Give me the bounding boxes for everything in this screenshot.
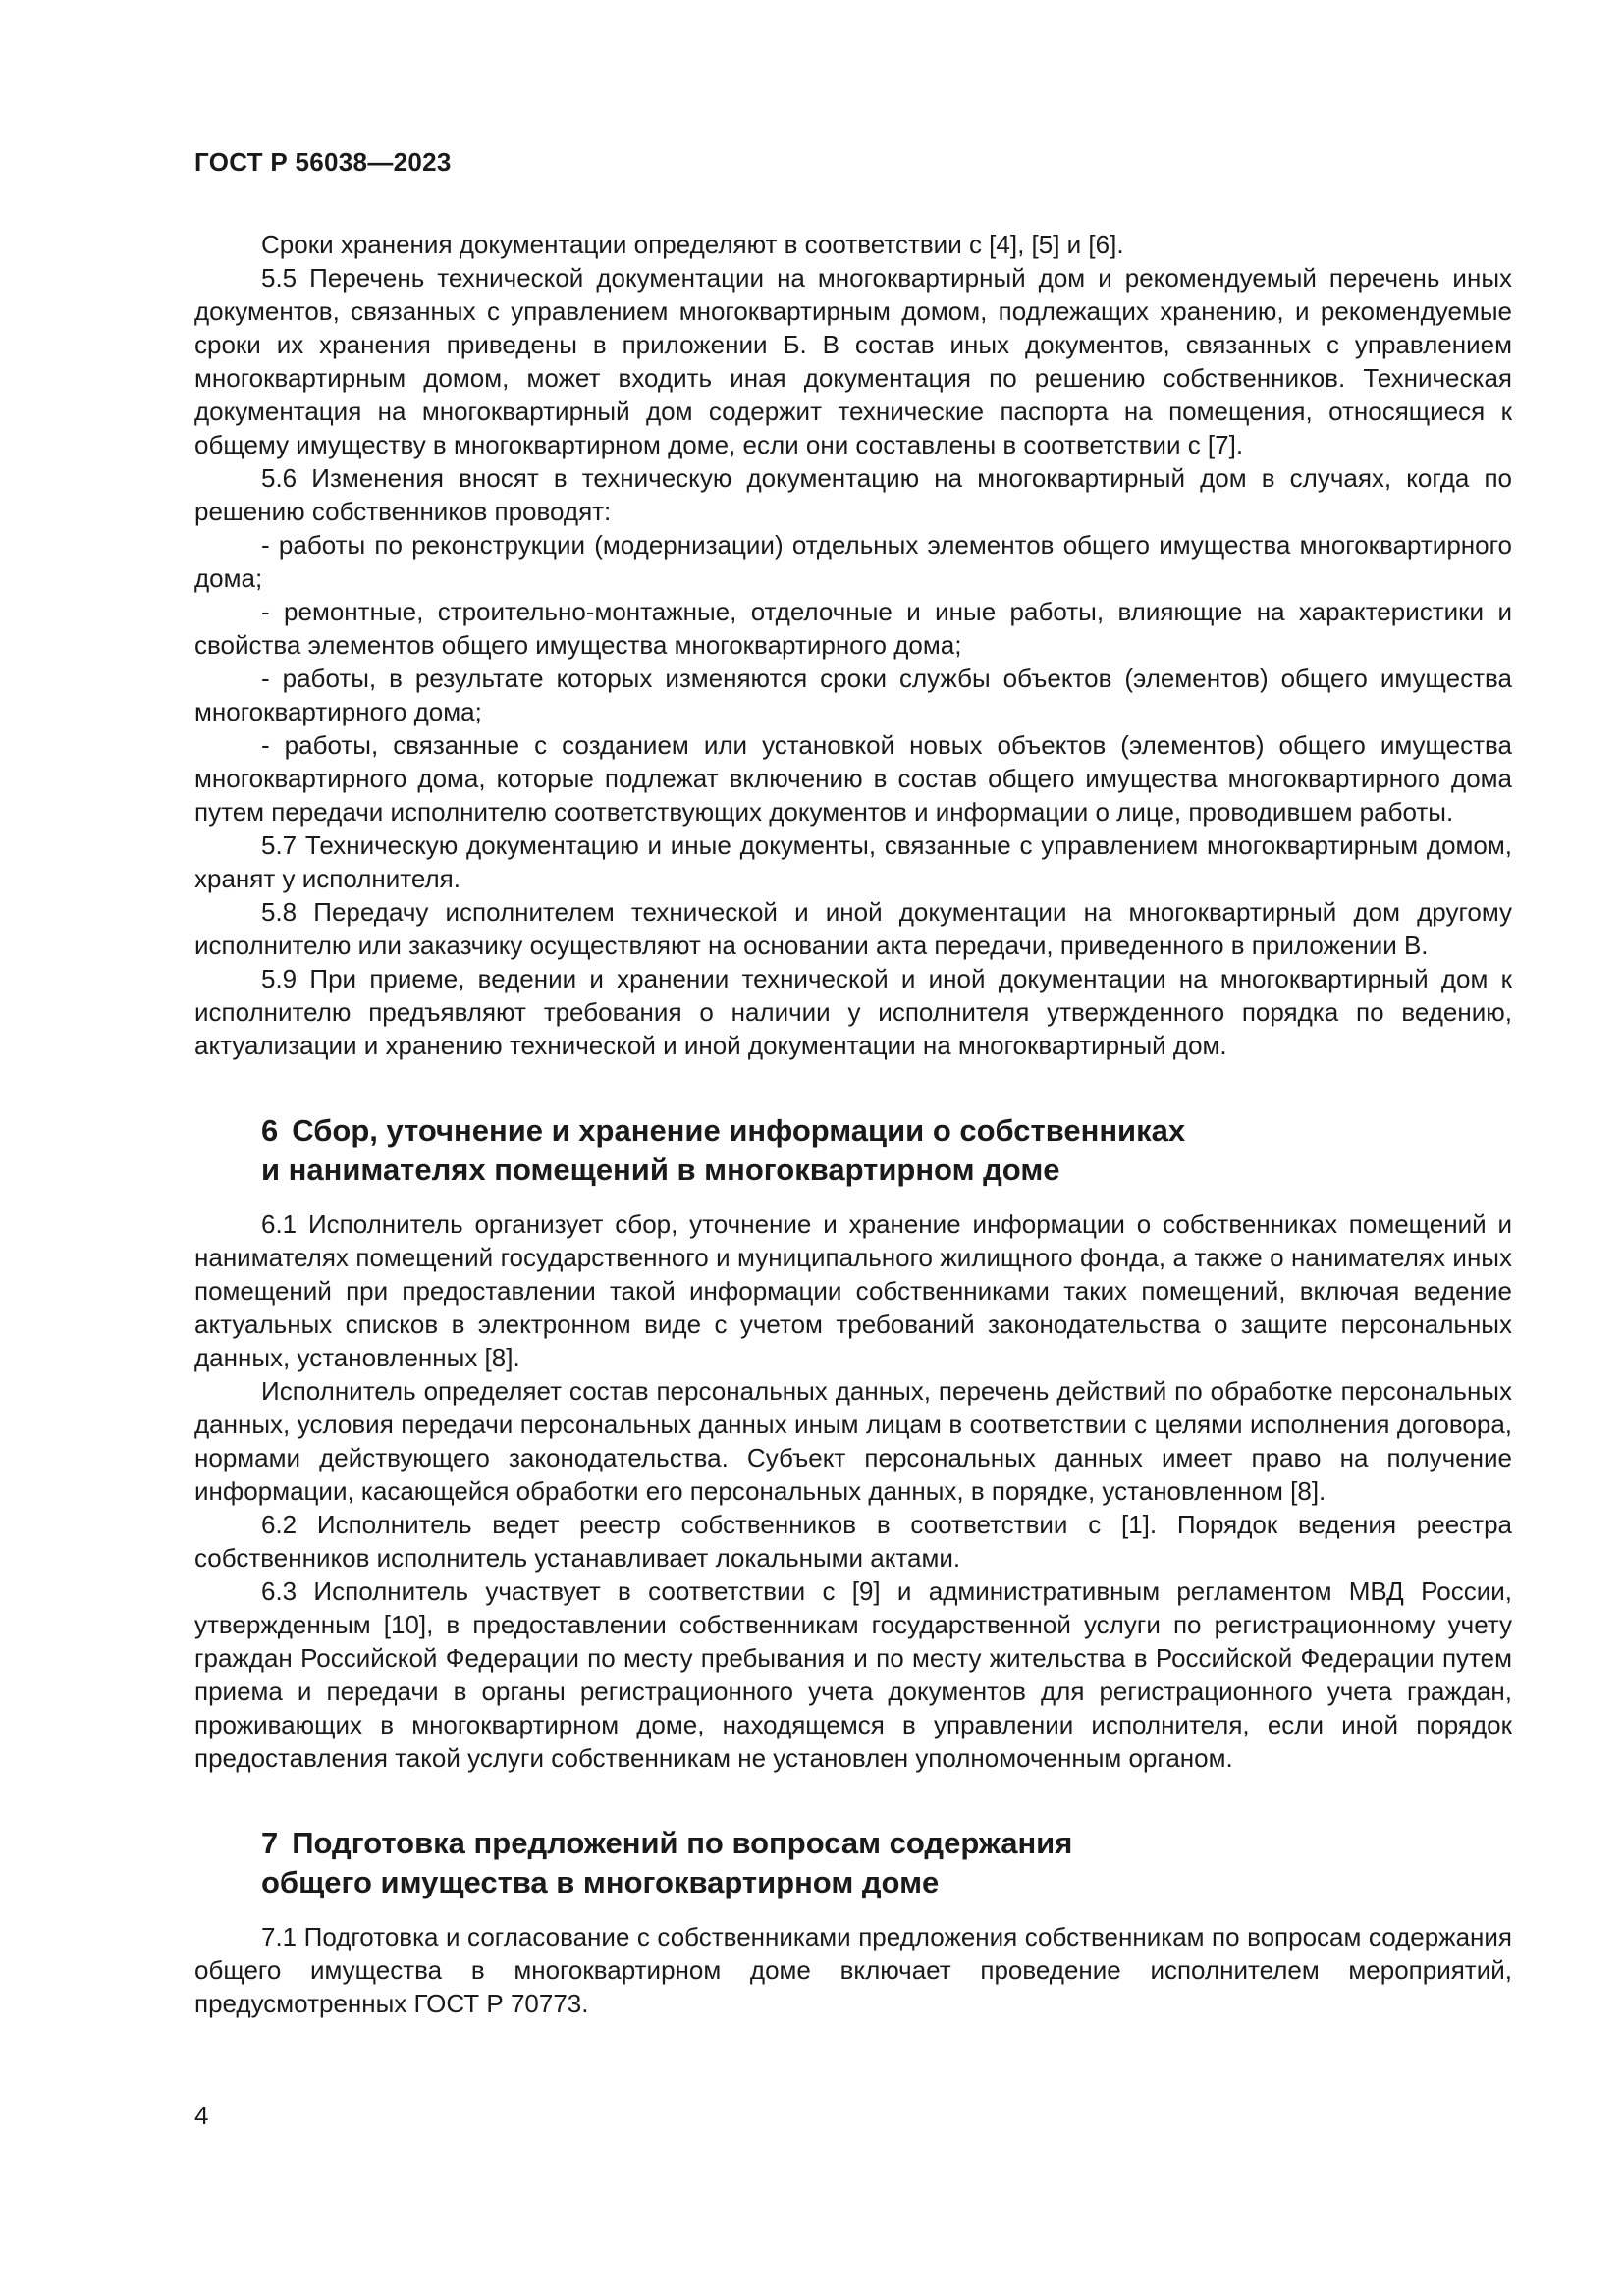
paragraph-6-1-continued: Исполнитель определяет состав персональных данных, перечень действий по обработке персональных данных, условия передачи персональных данных иным лицам в соответствии с целями исполнения договора, нормами действующего законодательства. Субъект персональных данных имеет право на получение информации, касающейся обработки его персональных данных, в порядке, установленном [8].	[194, 1376, 1512, 1506]
section-7-heading-line-1	[261, 1824, 1512, 1863]
paragraph-5-6: 5.6 Изменения вносят в техническую документацию на многоквартирный дом в случаях, когда по решению собственников проводят:	[194, 463, 1512, 526]
list-item-5-6-d: - работы, связанные с созданием или установкой новых объектов (элементов) общего имущества многоквартирного дома, которые подлежат включению в состав общего имущества многоквартирного дома путем передачи исполнителю соответствующих документов и информации о лице, проводившем работы.	[194, 730, 1512, 827]
section-7-title-line-1: Подготовка предложений по вопросам содержания	[292, 1826, 1073, 1860]
page-number: 4	[194, 2101, 209, 2130]
paragraph-6-1: 6.1 Исполнитель организует сбор, уточнение и хранение информации о собственниках помещений и нанимателях помещений государственного и муниципального жилищного фонда, а также о нанимателях иных помещений при предоставлении такой информации собственниками таких помещений, включая ведение актуальных списков в электронном виде с учетом требований законодательства о защите персональных данных, установленных [8].	[194, 1209, 1512, 1372]
section-7-number: 7	[261, 1826, 279, 1860]
paragraph-6-3: 6.3 Исполнитель участвует в соответствии с [9] и административным регламентом МВД России, утвержденным [10], в предоставлении собственникам государственной услуги по регистрационному учету граждан Российской Федерации по месту пребывания и по месту жительства в Российской Федерации путем приема и передачи в органы регистрационного учета документов для регистрационного учета граждан, проживающих в многоквартирном доме, находящемся в управлении исполнителя, если иной порядок предоставления такой услуги собственникам не установлен уполномоченным органом.	[194, 1576, 1512, 1773]
list-item-5-6-c: - работы, в результате которых изменяются сроки службы объектов (элементов) общего имущества многоквартирного дома;	[194, 664, 1512, 726]
paragraph-7-1: 7.1 Подготовка и согласование с собственниками предложения собственникам по вопросам содержания общего имущества в многоквартирном доме включает проведение исполнителем мероприятий, предусмотренных ГОСТ Р 70773.	[194, 1922, 1512, 2018]
section-6-title-line-2: и нанимателях помещений в многоквартирном доме	[261, 1152, 1060, 1187]
section-7-heading	[194, 1824, 1512, 1902]
paragraph-6-2: 6.2 Исполнитель ведет реестр собственников в соответствии с [1]. Порядок ведения реестра собственников исполнитель устанавливает локальными актами.	[194, 1510, 1512, 1573]
section-6-title-line-1: Сбор, уточнение и хранение информации о собственниках	[292, 1113, 1186, 1148]
document-body	[194, 228, 1512, 2020]
paragraph-5-8: 5.8 Передачу исполнителем технической и иной документации на многоквартирный дом другому исполнителю или заказчику осуществляют на основании акта передачи, приведенного в приложении В.	[194, 897, 1512, 960]
list-item-5-6-b: - ремонтные, строительно-монтажные, отделочные и иные работы, влияющие на характеристики и свойства элементов общего имущества многоквартирного дома;	[194, 597, 1512, 660]
paragraph-5-5: 5.5 Перечень технической документации на многоквартирный дом и рекомендуемый перечень иных документов, связанных с управлением многоквартирным домом, подлежащих хранению, и рекомендуемые сроки их хранения приведены в приложении Б. В состав иных документов, связанных с управлением многоквартирным домом, может входить иная документация по решению собственников. Техническая документация на многоквартирный дом содержит технические паспорта на помещения, относящиеся к общему имуществу в многоквартирном доме, если они составлены в соответствии с [7].	[194, 263, 1512, 459]
section-6-number: 6	[261, 1113, 279, 1148]
section-6-heading	[194, 1111, 1512, 1190]
paragraph-5-storage-terms: Сроки хранения документации определяют в соответствии с [4], [5] и [6].	[261, 230, 1124, 259]
paragraph-5-9: 5.9 При приеме, ведении и хранении технической и иной документации на многоквартирный дом к исполнителю предъявляют требования о наличии у исполнителя утвержденного порядка по ведению, актуализации и хранению технической и иной документации на многоквартирный дом.	[194, 964, 1512, 1060]
list-item-5-6-a: - работы по реконструкции (модернизации) отдельных элементов общего имущества многоквартирного дома;	[194, 530, 1512, 593]
section-7-title-line-2: общего имущества в многоквартирном доме	[261, 1865, 940, 1899]
standard-code-header: ГОСТ Р 56038—2023	[194, 147, 452, 177]
section-6-heading-line-1	[261, 1111, 1512, 1150]
paragraph-5-7: 5.7 Техническую документацию и иные документы, связанные с управлением многоквартирным домом, хранят у исполнителя.	[194, 830, 1512, 893]
